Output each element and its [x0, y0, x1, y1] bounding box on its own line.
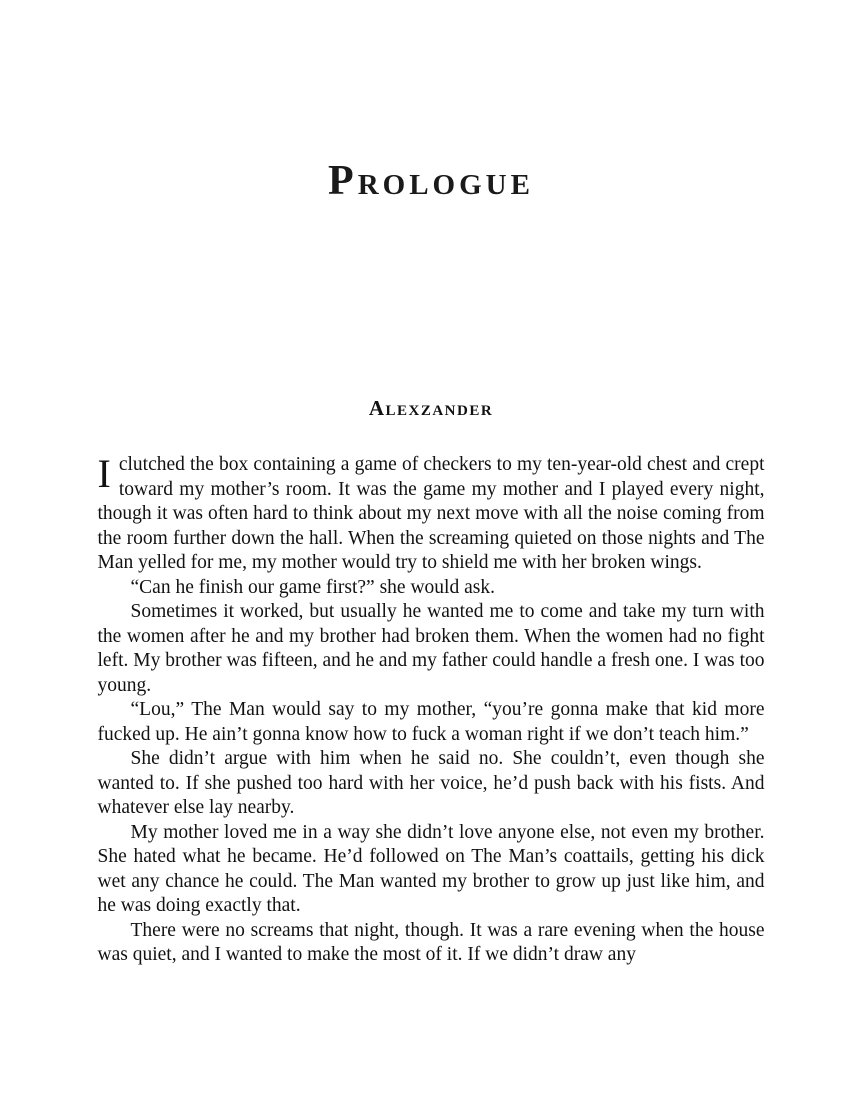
pov-heading: Alexzander [368, 396, 494, 420]
dropcap-letter: I [97, 451, 111, 496]
body-text [98, 453, 765, 968]
chapter-title: Prologue [328, 158, 534, 204]
paragraph-opening [98, 453, 765, 576]
paragraph: There were no screams that night, though. It was a rare evening when the house was quiet, and I wanted to make the most of it. If we didn’t draw any [97, 919, 765, 965]
paragraph: She didn’t argue with him when he said no. She couldn’t, even though she wanted to. If she pushed too hard with her voice, he’d push back with his fists. And whatever else lay nearby. [97, 748, 765, 818]
paragraph: Sometimes it worked, but usually he wanted me to come and take my turn with the women after he and my brother had broken them. When the women had no fight left. My brother was fifteen, and he and my father could handle a fresh one. I was too young. [97, 601, 765, 696]
paragraph: “Can he finish our game first?” she would ask. [130, 576, 495, 598]
paragraph: My mother loved me in a way she didn’t love anyone else, not even my brother. She hated what he became. He’d followed on The Man’s coattails, getting his dick wet any chance he could. The Man wanted my brother to grow up just like him, and he was doing exactly that. [97, 821, 765, 916]
paragraph-text: clutched the box containing a game of checkers to my ten-year-old chest and crept toward my mother’s room. It was the game my mother and I played every night, though it was often hard to think about my next move with all the noise coming from the room further down the hall. When the screaming quieted on those nights and The Man yelled for me, my mother would try to shield me with her broken wings. [97, 454, 765, 573]
paragraph: “Lou,” The Man would say to my mother, “you’re gonna make that kid more fucked up. He ain’t gonna know how to fuck a woman right if we don’t teach him.” [97, 699, 765, 745]
